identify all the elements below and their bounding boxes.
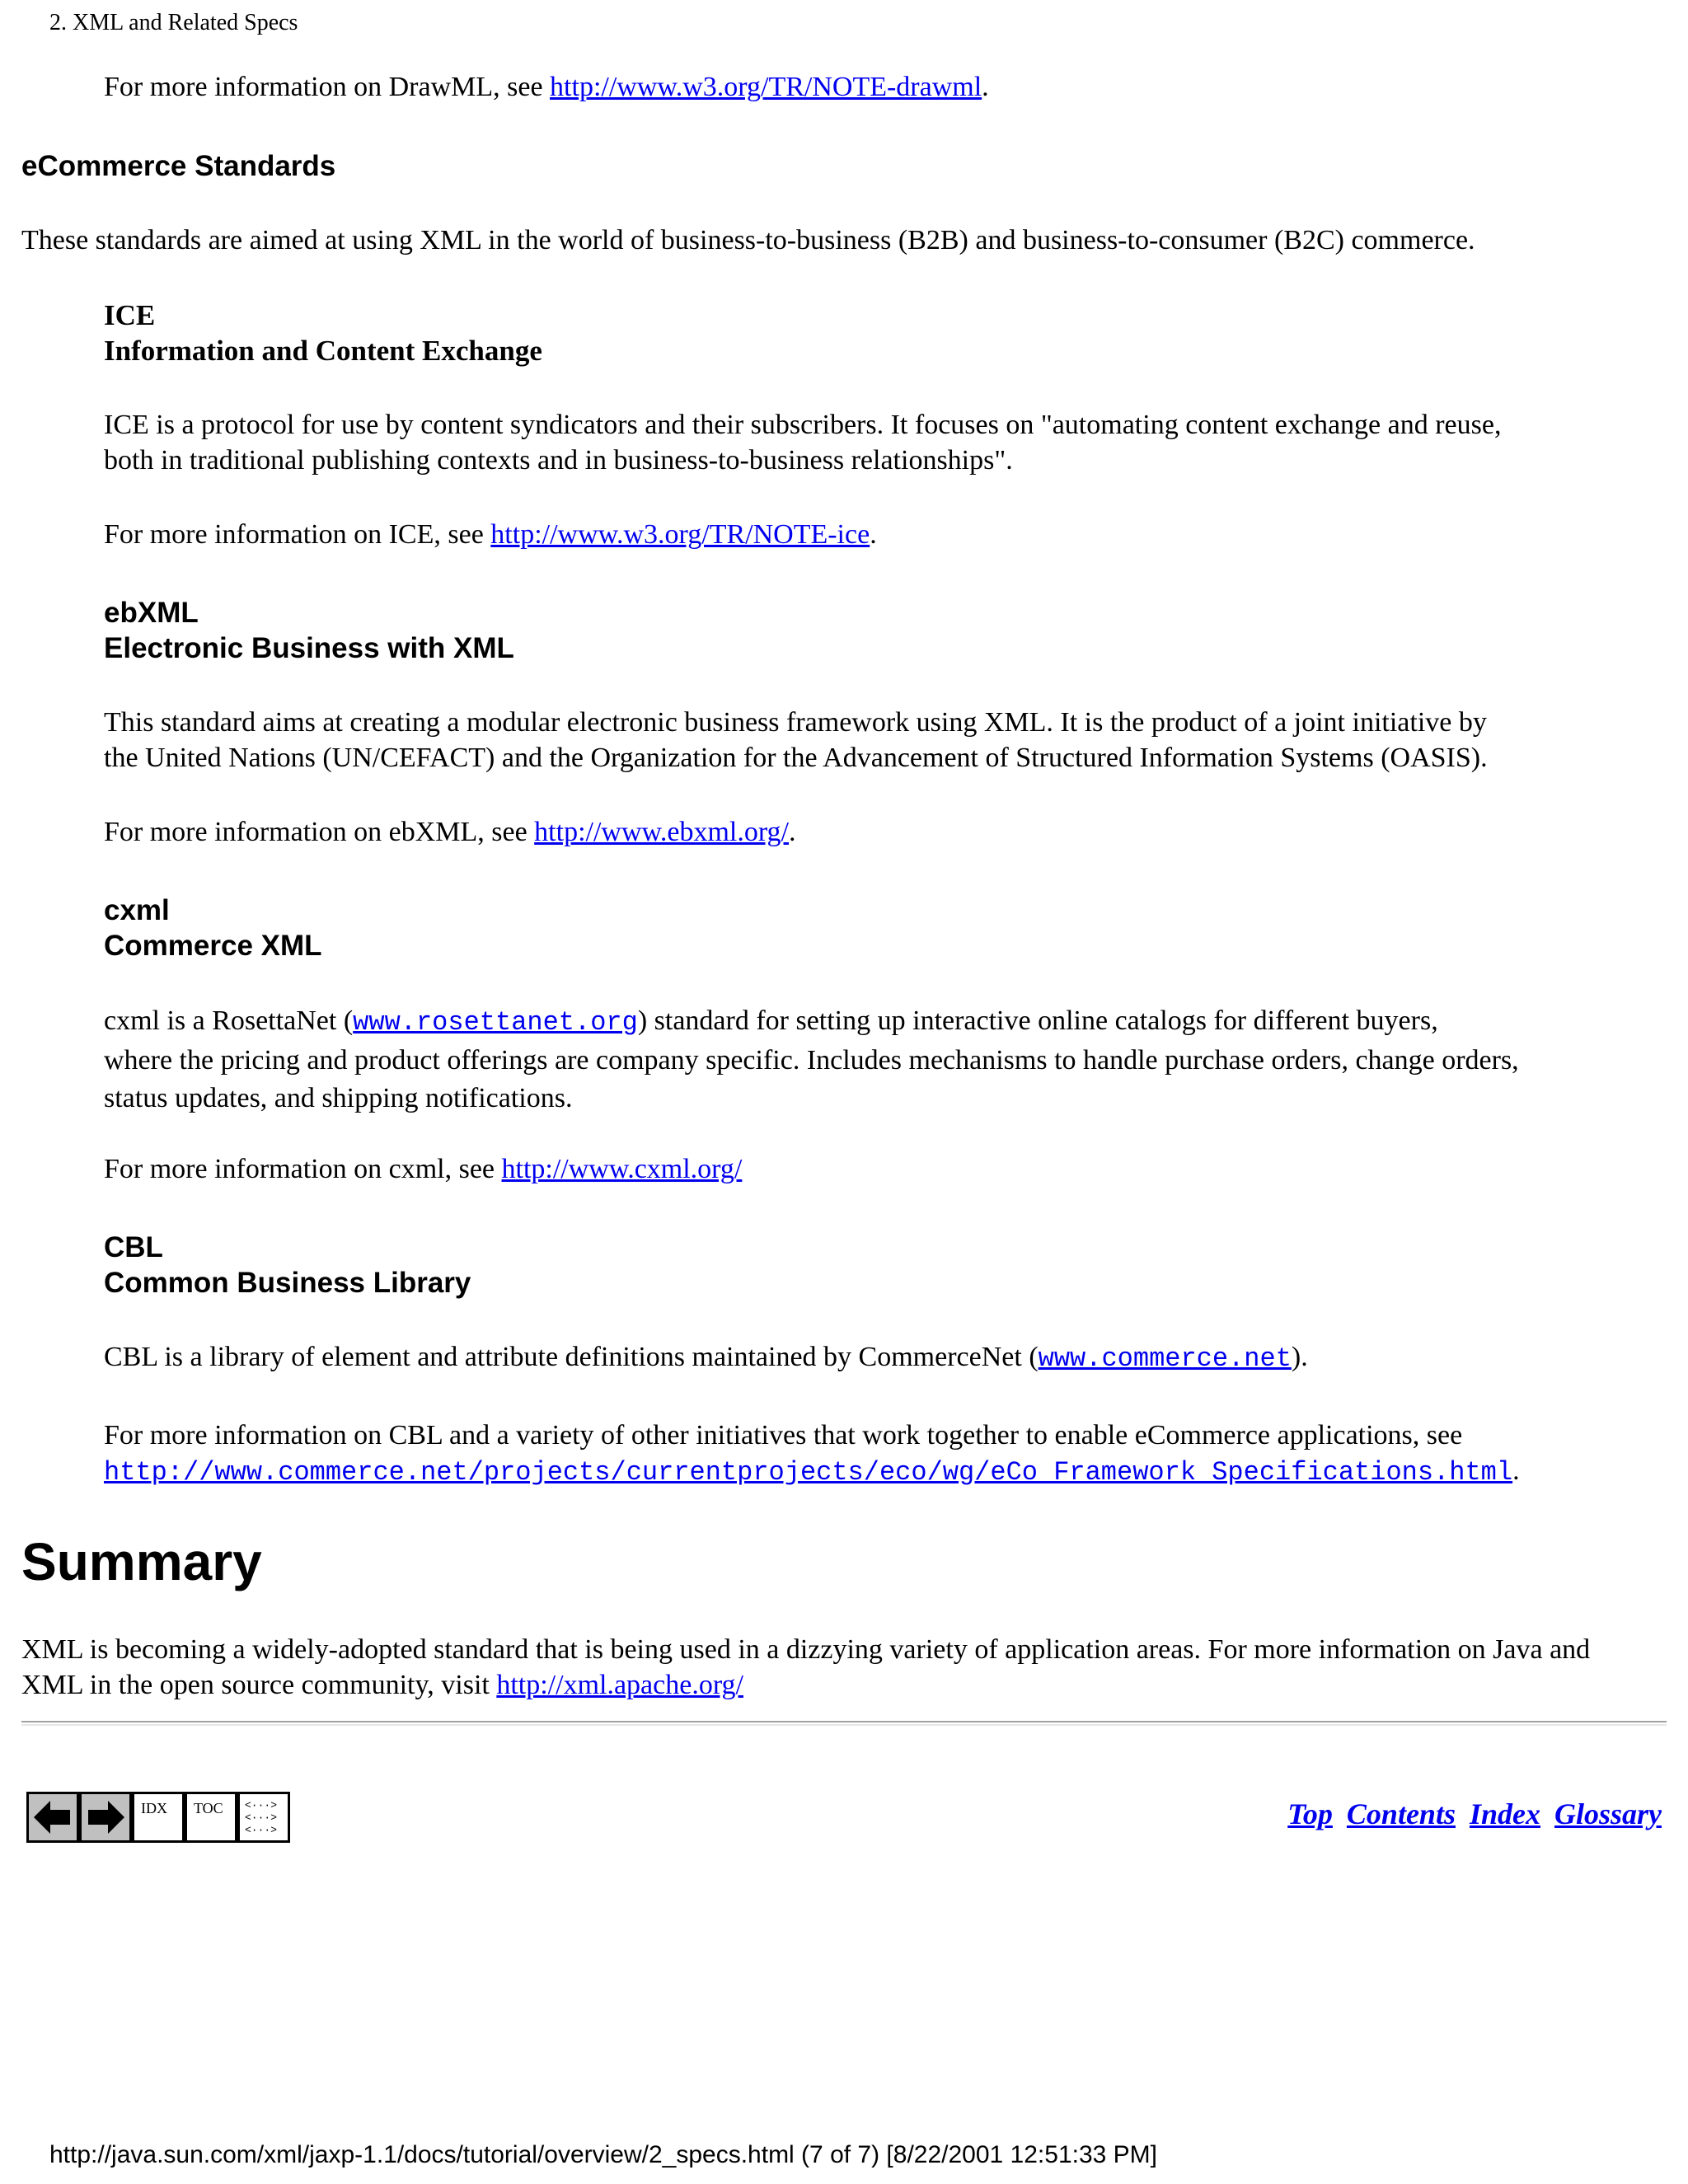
ecommerce-intro: These standards are aimed at using XML in the world of business-to-business (B2B) and business-to-consumer (B2C) commerce. <box>21 225 1475 255</box>
ecommerce-heading: eCommerce Standards <box>21 150 336 182</box>
eco-framework-link[interactable]: http://www.commerce.net/projects/currentprojects/eco/wg/eCo_Framework_Specifications.html <box>104 1457 1513 1488</box>
nav-link-glossary[interactable]: Glossary <box>1554 1797 1662 1830</box>
cbl-more-info: For more information on CBL and a variety of other initiatives that work together to enable eCommerce applications, see http://www.commerce.net/projects/currentprojects/eco/wg/eCo_Framework_Specifications.html. <box>104 1420 1520 1488</box>
ebxml-term: ebXML <box>104 597 199 629</box>
page-footer-url: http://java.sun.com/xml/jaxp-1.1/docs/tutorial/overview/2_specs.html (7 of 7) [8/22/2001 12:51:33 PM] <box>49 2141 1158 2168</box>
ebxml-description: This standard aims at creating a modular electronic business framework using XML. It is the product of a joint initiative by the United Nations (UN/CEFACT) and the Organization for the Advancement of Structured Information Systems (OASIS). <box>104 707 1488 773</box>
chapter-header: 2. XML and Related Specs <box>49 10 298 35</box>
drawml-link[interactable]: http://www.w3.org/TR/NOTE-drawml <box>550 72 982 102</box>
forward-arrow-icon[interactable] <box>79 1792 132 1843</box>
ice-term: ICE <box>104 299 156 331</box>
cxml-description: cxml is a RosettaNet (www.rosettanet.org) standard for setting up interactive online catalogs for different buyers, where the pricing and product offerings are company specific. Includes mechanisms to handle purchase orders, change orders, status updates, and shipping notifications. <box>104 1005 1519 1113</box>
horizontal-rule <box>21 1721 1667 1726</box>
cxml-link[interactable]: http://www.cxml.org/ <box>501 1154 743 1184</box>
svg-text:<···>: <···> <box>245 1824 278 1836</box>
idx-label: IDX <box>141 1800 167 1816</box>
rosettanet-link[interactable]: www.rosettanet.org <box>353 1007 638 1038</box>
index-icon[interactable] <box>132 1792 185 1843</box>
nav-icon-bar <box>26 1792 290 1843</box>
commerce-net-link[interactable]: www.commerce.net <box>1038 1343 1292 1374</box>
cxml-fullname: Commerce XML <box>104 930 322 962</box>
apache-xml-link[interactable]: http://xml.apache.org/ <box>496 1670 743 1700</box>
svg-text:<···>: <···> <box>245 1799 278 1811</box>
cbl-description: CBL is a library of element and attribute definitions maintained by CommerceNet (www.commerce.net). <box>104 1342 1308 1374</box>
ebxml-fullname: Electronic Business with XML <box>104 632 514 664</box>
toc-label: TOC <box>194 1800 223 1816</box>
ebxml-link[interactable]: http://www.ebxml.org/ <box>534 817 789 847</box>
drawml-more-info: For more information on DrawML, see http://www.w3.org/TR/NOTE-drawml. <box>104 72 989 102</box>
nav-link-index[interactable]: Index <box>1469 1797 1540 1830</box>
nav-link-contents[interactable]: Contents <box>1346 1797 1456 1830</box>
cbl-fullname: Common Business Library <box>104 1267 471 1299</box>
glossary-icon[interactable] <box>237 1792 290 1843</box>
ice-fullname: Information and Content Exchange <box>104 335 542 367</box>
summary-text: XML is becoming a widely-adopted standard that is being used in a dizzying variety of application areas. For more information on Java and XML in the open source community, visit http://xml.apache.org/ <box>21 1634 1591 1700</box>
back-arrow-icon[interactable] <box>26 1792 79 1843</box>
svg-text:<···>: <···> <box>245 1811 278 1824</box>
ice-description: ICE is a protocol for use by content syndicators and their subscribers. It focuses on "automating content exchange and reuse, both in traditional publishing contexts and in business-to-business relationships". <box>104 410 1502 476</box>
cxml-more-info: For more information on cxml, see http://www.cxml.org/ <box>104 1154 743 1184</box>
ice-link[interactable]: http://www.w3.org/TR/NOTE-ice <box>490 519 870 550</box>
toc-icon[interactable] <box>185 1792 237 1843</box>
nav-link-top[interactable]: Top <box>1287 1797 1333 1830</box>
nav-links <box>1281 1797 1662 1831</box>
ebxml-more-info: For more information on ebXML, see http://www.ebxml.org/. <box>104 817 796 847</box>
summary-heading: Summary <box>21 1532 262 1591</box>
cbl-term: CBL <box>104 1231 163 1263</box>
cxml-term: cxml <box>104 894 170 926</box>
ice-more-info: For more information on ICE, see http://www.w3.org/TR/NOTE-ice. <box>104 519 877 550</box>
